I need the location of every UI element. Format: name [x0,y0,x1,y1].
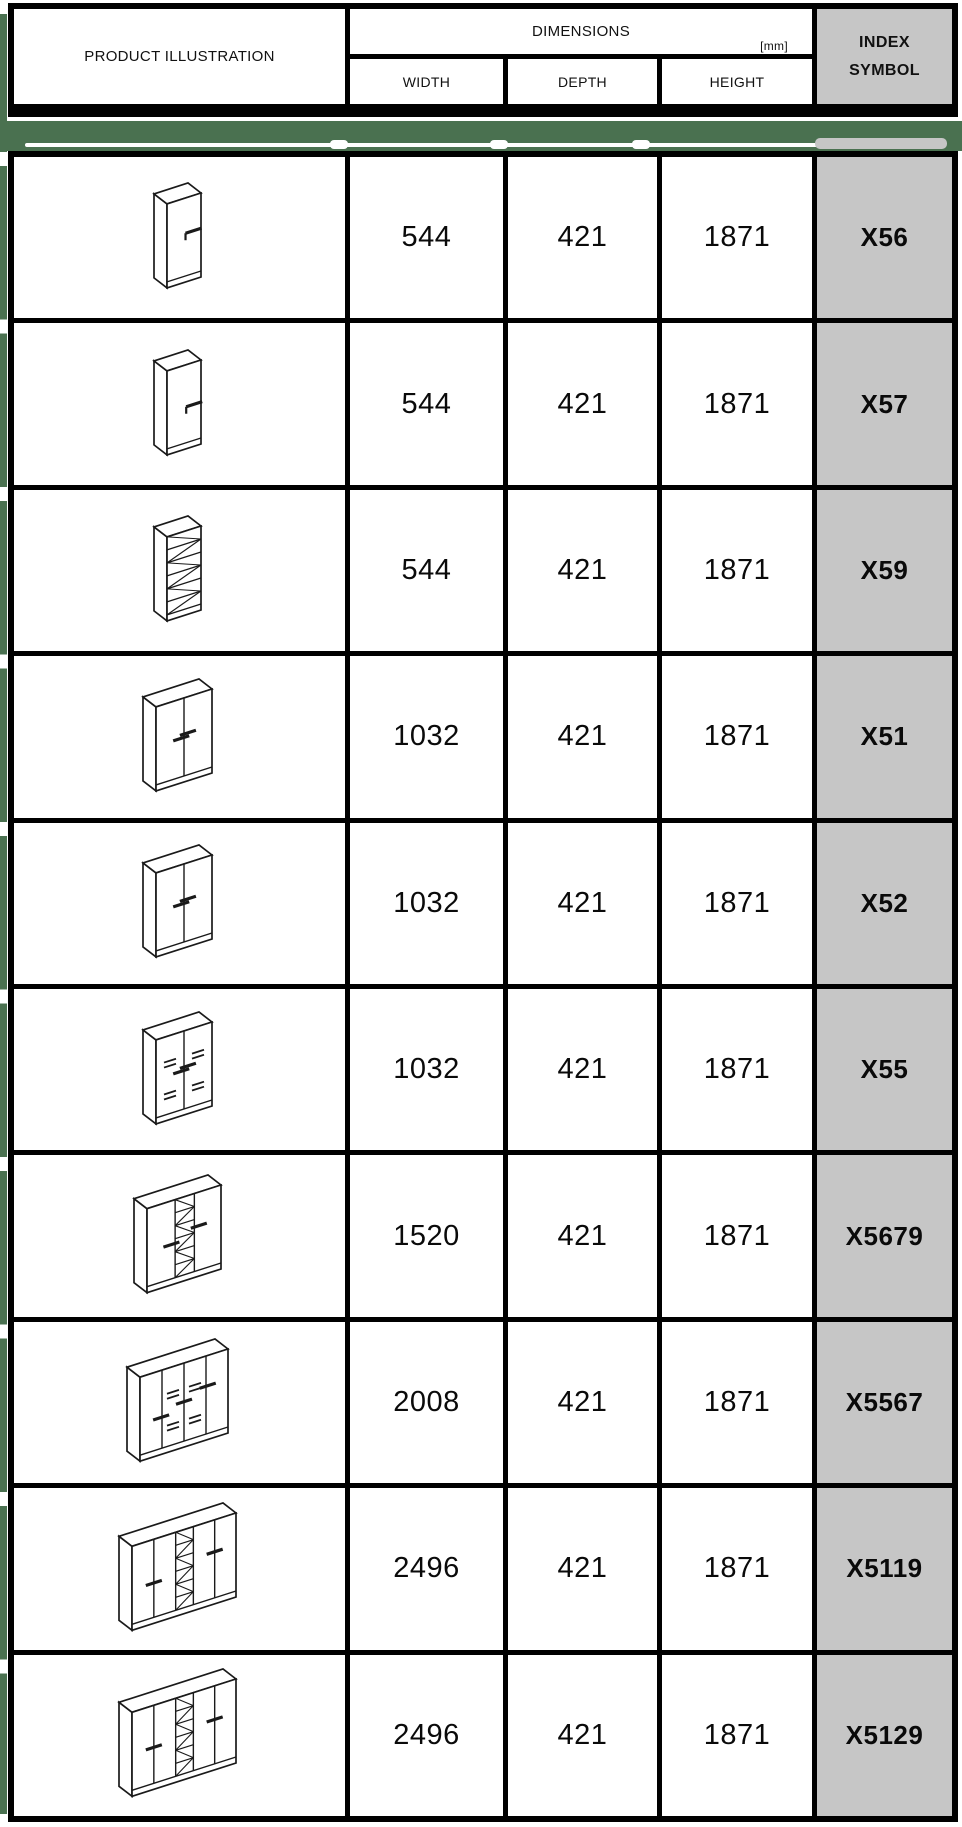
width-value: 2496 [393,1718,460,1751]
header-dimensions [350,9,812,54]
depth-cell [508,1655,657,1816]
header-index-line2: SYMBOL [849,61,920,79]
width-value: 1520 [393,1219,460,1252]
height-value: 1871 [703,886,771,919]
header-depth: DEPTH [508,59,657,104]
index-symbol-value: X55 [860,1054,909,1085]
product-illustration-cell [14,490,345,651]
header-height: HEIGHT [662,59,812,104]
header-dimensions-label: DIMENSIONS [531,23,630,40]
product-illustration-cell [14,823,345,984]
width-cell [350,1488,503,1649]
page-left-green-strip [0,14,7,1814]
index-symbol-cell [817,323,952,484]
depth-value: 421 [557,553,608,586]
height-value: 1871 [703,553,771,586]
index-symbol-value: X5567 [845,1386,924,1417]
width-value: 544 [401,553,452,586]
width-cell [350,490,503,651]
depth-value: 421 [557,886,608,919]
depth-cell [508,1488,657,1649]
header-width: WIDTH [350,59,503,104]
divider-notch [632,140,650,149]
wardrobe-1-door [151,344,209,465]
index-symbol-cell [817,656,952,817]
height-cell [662,490,812,651]
width-cell [350,823,503,984]
product-illustration-cell [14,323,345,484]
depth-value: 421 [557,1053,608,1086]
height-cell [662,989,812,1150]
width-cell [350,323,503,484]
header-index-line1: INDEX [859,34,910,52]
index-symbol-value: X56 [860,222,909,253]
dimensions-table-header [8,3,958,110]
depth-cell [508,157,657,318]
depth-cell [508,823,657,984]
divider-highlight-line [25,143,945,147]
wardrobe-2-door [140,839,220,967]
wardrobe-5-door-shelf-column [116,1663,244,1807]
index-symbol-value: X5119 [846,1553,923,1584]
height-value: 1871 [703,1053,771,1086]
index-symbol-cell [817,490,952,651]
width-value: 1032 [393,1053,460,1086]
depth-value: 421 [557,1219,608,1252]
product-illustration-cell [14,157,345,318]
product-illustration-cell [14,989,345,1150]
header-index-symbol [817,9,952,104]
wardrobe-4-door-glass-middle [124,1333,236,1472]
width-value: 544 [401,387,452,420]
index-symbol-cell [817,157,952,318]
index-symbol-value: X59 [860,554,909,585]
depth-cell [508,656,657,817]
depth-cell [508,1155,657,1316]
index-symbol-cell [817,1322,952,1483]
product-illustration-cell [14,656,345,817]
width-value: 544 [401,221,452,254]
divider-gray-tab [815,138,947,149]
index-symbol-value: X5129 [845,1719,924,1750]
header-product-illustration: PRODUCT ILLUSTRATION [14,9,345,104]
product-dimensions-table [8,151,958,1822]
height-cell [662,823,812,984]
depth-value: 421 [557,221,608,254]
header-unit-label: [mm] [760,39,788,53]
product-illustration-cell [14,1322,345,1483]
wardrobe-5-door-shelf-column [116,1497,244,1641]
width-cell [350,1655,503,1816]
index-symbol-cell [817,1155,952,1316]
wardrobe-2-door-shelf-column [131,1169,229,1303]
depth-value: 421 [557,387,608,420]
wardrobe-1-door [151,177,209,298]
product-illustration-cell [14,1488,345,1649]
height-value: 1871 [703,387,771,420]
height-value: 1871 [703,1552,771,1585]
width-value: 1032 [393,886,460,919]
depth-value: 421 [557,1718,608,1751]
depth-value: 421 [557,1552,608,1585]
height-value: 1871 [703,221,771,254]
height-cell [662,1155,812,1316]
height-cell [662,656,812,817]
height-cell [662,157,812,318]
index-symbol-cell [817,989,952,1150]
depth-cell [508,490,657,651]
divider-notch [330,140,348,149]
height-value: 1871 [703,1219,771,1252]
index-symbol-value: X57 [860,388,909,419]
height-cell [662,1322,812,1483]
width-cell [350,656,503,817]
depth-cell [508,1322,657,1483]
width-value: 1032 [393,720,460,753]
height-value: 1871 [703,720,771,753]
wardrobe-2-door [140,673,220,801]
depth-cell [508,323,657,484]
index-symbol-cell [817,823,952,984]
index-symbol-cell [817,1655,952,1816]
open-shelf-unit [151,510,209,631]
height-cell [662,1488,812,1649]
divider-notch [490,140,508,149]
index-symbol-value: X5679 [845,1220,924,1251]
width-cell [350,157,503,318]
width-value: 2008 [393,1385,460,1418]
product-illustration-cell [14,1655,345,1816]
width-value: 2496 [393,1552,460,1585]
wardrobe-2-glass-door [140,1006,220,1134]
index-symbol-cell [817,1488,952,1649]
width-cell [350,989,503,1150]
width-cell [350,1322,503,1483]
depth-value: 421 [557,1385,608,1418]
index-symbol-value: X51 [860,721,909,752]
height-value: 1871 [703,1385,771,1418]
height-cell [662,1655,812,1816]
width-cell [350,1155,503,1316]
height-cell [662,323,812,484]
product-illustration-cell [14,1155,345,1316]
height-value: 1871 [703,1718,771,1751]
index-symbol-value: X52 [860,887,909,918]
depth-value: 421 [557,720,608,753]
divider-black-rule [8,110,958,117]
depth-cell [508,989,657,1150]
